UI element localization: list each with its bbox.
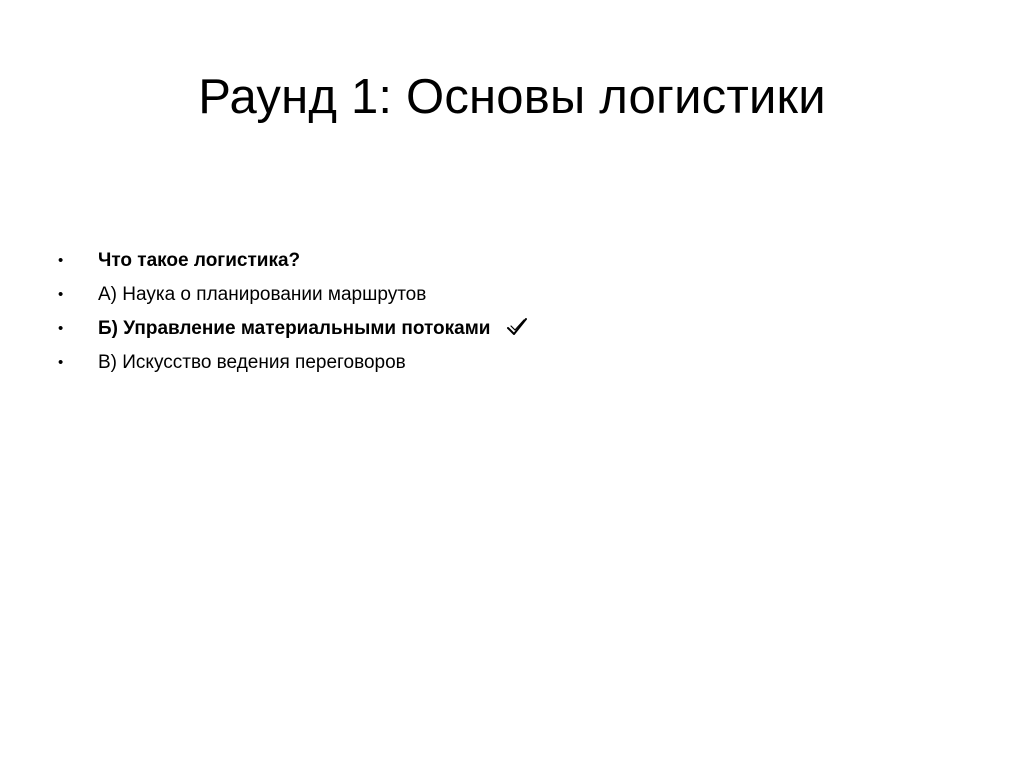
bullet-icon: •: [58, 286, 64, 303]
answer-option-a-text: А) Наука о планировании маршрутов: [98, 284, 427, 305]
answer-option-c-text: В) Искусство ведения переговоров: [98, 352, 406, 373]
question-text: Что такое логистика?: [98, 250, 301, 271]
bullet-icon: •: [58, 354, 64, 371]
answer-option-b-text: Б) Управление материальными потоками: [98, 318, 491, 339]
check-icon: [506, 317, 528, 337]
answer-option-a: [58, 278, 528, 312]
bullet-icon: •: [58, 252, 64, 269]
bullet-icon: •: [58, 320, 64, 337]
slide-title: Раунд 1: Основы логистики: [198, 70, 826, 124]
answer-option-b: [58, 312, 528, 346]
question-item: [58, 244, 528, 278]
answer-option-c: [58, 346, 528, 380]
bullet-list: [58, 244, 528, 380]
